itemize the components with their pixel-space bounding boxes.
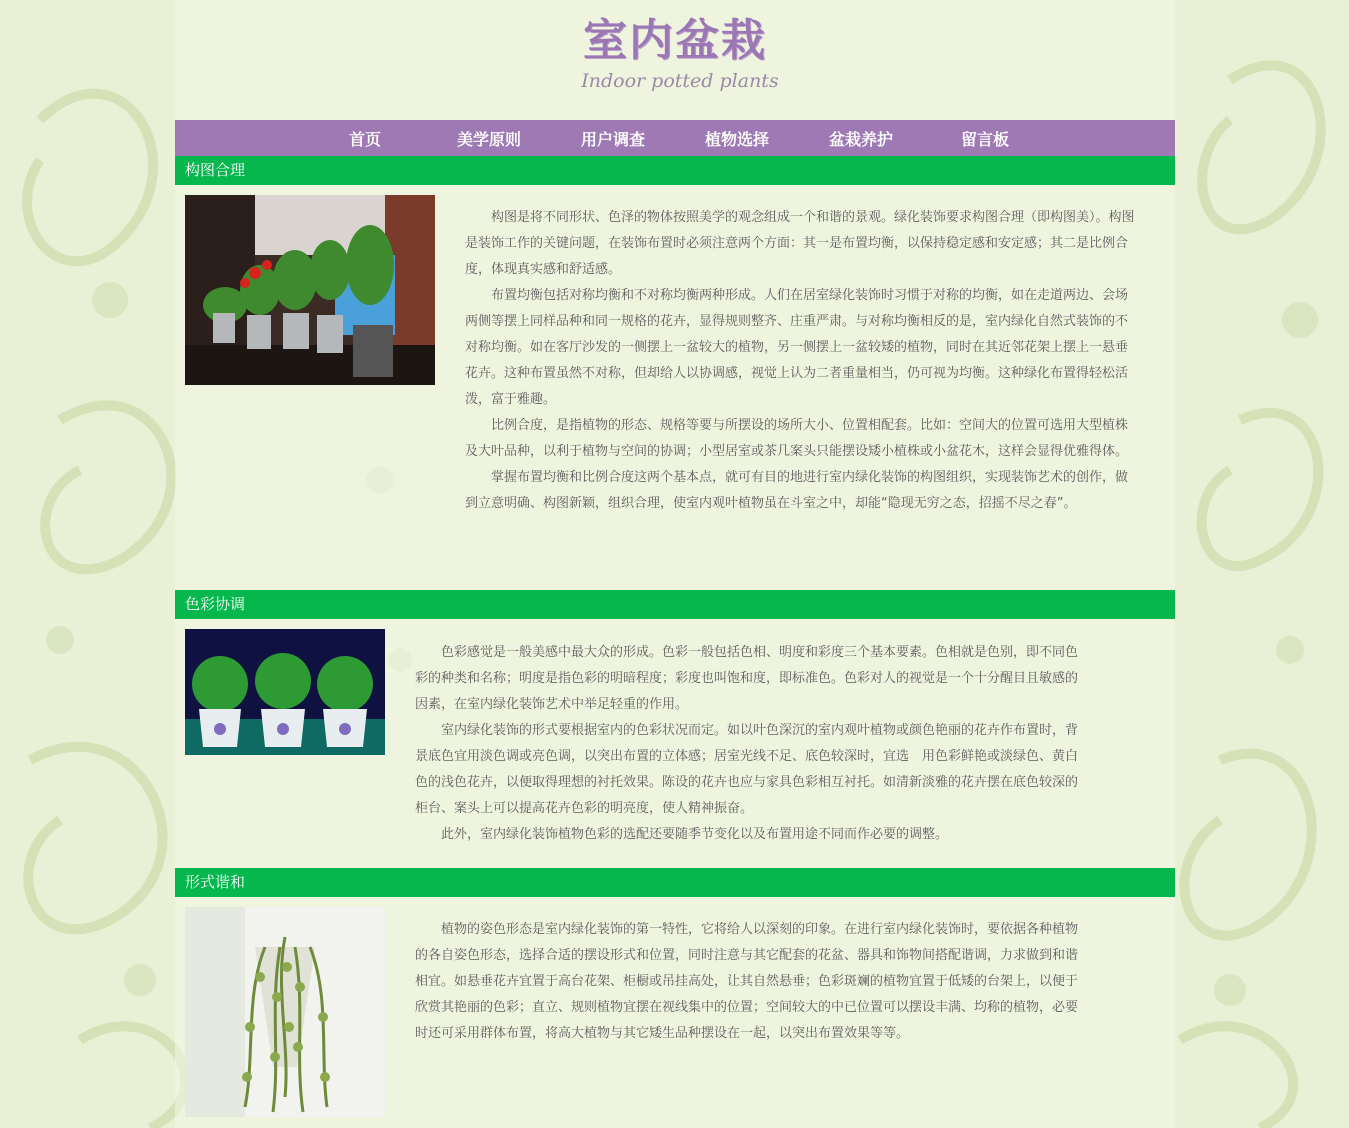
nav-item-guestbook[interactable]: 留言板 [960,129,1009,149]
section-form [175,897,1175,1127]
header [175,0,1175,120]
paragraph: 此外，室内绿化装饰植物色彩的选配还要随季节变化以及布置用途不同而作必要的调整。 [441,827,949,842]
three-potted-plants-photo [185,629,385,755]
section-heading-composition: 构图合理 [175,156,1175,185]
paragraph: 掌握布置均衡和比例合度这两个基本点，就可有目的地进行室内绿化装饰的构图组织，实现装饰艺术的创作，做到立意明确、构图新颖，组织合理，使室内观叶植物虽在斗室之中，却能“隐现无穷之态，招摇不尽之春”。 [465,470,1129,511]
paragraph: 布置均衡包括对称均衡和不对称均衡两种形成。人们在居室绿化装饰时习惯于对称的均衡，如在走道两边、会场两侧等摆上同样品种和同一规格的花卉，显得规则整齐、庄重严肃。与对称均衡相反的是，室内绿化自然式装饰的不对称均衡。如在客厅沙发的一侧摆上一盆较大的植物，另一侧摆上一盆较矮的植物，同时在其近邻花架上摆上一悬垂花卉。这种布置虽然不对称，但却给人以协调感，视觉上认为二者重量相当，仍可视为均衡。这种绿化布置得轻松活泼，富于雅趣。 [465,288,1129,407]
nav-item-home[interactable]: 首页 [348,129,381,149]
nav-item-care[interactable]: 盆栽养护 [828,129,893,149]
paragraph: 色彩感觉是一般美感中最大众的形成。色彩一般包括色相、明度和彩度三个基本要素。色相就是色别，即不同色彩的种类和名称；明度是指色彩的明暗程度；彩度也叫饱和度，即标准色。色彩对人的视觉是一个十分醒目且敏感的因素，在室内绿化装饰艺术中举足轻重的作用。 [415,645,1079,712]
section-color [175,619,1175,868]
nav-item-aesthetics[interactable]: 美学原则 [456,129,521,149]
page-container [175,0,1175,1128]
paragraph: 构图是将不同形状、色泽的物体按照美学的观念组成一个和谐的景观。绿化装饰要求构图合理（即构图美）。构图是装饰工作的关键问题，在装饰布置时必须注意两个方面：其一是布置均衡，以保持稳定感和安定感；其二是比例合度，体现真实感和舒适感。 [465,210,1135,277]
section-heading-color: 色彩协调 [175,590,1175,619]
section-form-text [415,917,1087,1047]
potted-plants-shelf-photo [185,195,435,385]
nav-item-survey[interactable]: 用户调查 [580,129,645,149]
paragraph: 植物的姿色形态是室内绿化装饰的第一特性，它将给人以深刻的印象。在进行室内绿化装饰时，要依据各种植物的各自姿色形态，选择合适的摆设形式和位置，同时注意与其它配套的花盆、器具和饰物间搭配谐调，力求做到和谐相宜。如悬垂花卉宜置于高台花架、柜橱或吊挂高处，让其自然悬垂；色彩斑斓的植物宜置于低矮的台架上，以便于欣赏其艳丽的色彩；直立、规则植物宜摆在视线集中的位置；空间较大的中已位置可以摆设丰满、均称的植物，必要时还可采用群体布置，将高大植物与其它矮生品种摆设在一起，以突出布置效果等等。 [415,922,1079,1041]
section-composition [175,185,1175,590]
hanging-plant-photo [185,907,385,1117]
paragraph: 比例合度，是指植物的形态、规格等要与所摆设的场所大小、位置相配套。比如：空间大的位置可选用大型植株及大叶品种，以利于植物与空间的协调；小型居室或茶几案头只能摆设矮小植株或小盆花木，这样会显得优雅得体。 [465,418,1129,459]
nav-item-plant-choice[interactable]: 植物选择 [704,129,769,149]
section-heading-form: 形式谐和 [175,868,1175,897]
site-title: 室内盆栽 [583,15,767,66]
section-color-text [415,640,1087,848]
paragraph: 室内绿化装饰的形式要根据室内的色彩状况而定。如以叶色深沉的室内观叶植物或颜色艳丽的花卉作布置时，背景底色宜用淡色调或亮色调，以突出布置的立体感；居室光线不足、底色较深时，宜选 用色彩鲜艳或淡绿色、黄白色的浅色花卉，以便取得理想的衬托效果。陈设的花卉也应与家具色彩相互衬托。如清新淡雅的花卉摆在底色较深的柜台、案头上可以提高花卉色彩的明亮度，使人精神振奋。 [415,723,1079,816]
section-composition-text [465,205,1137,517]
main-nav [175,120,1175,156]
site-subtitle: Indoor potted plants [581,70,779,92]
